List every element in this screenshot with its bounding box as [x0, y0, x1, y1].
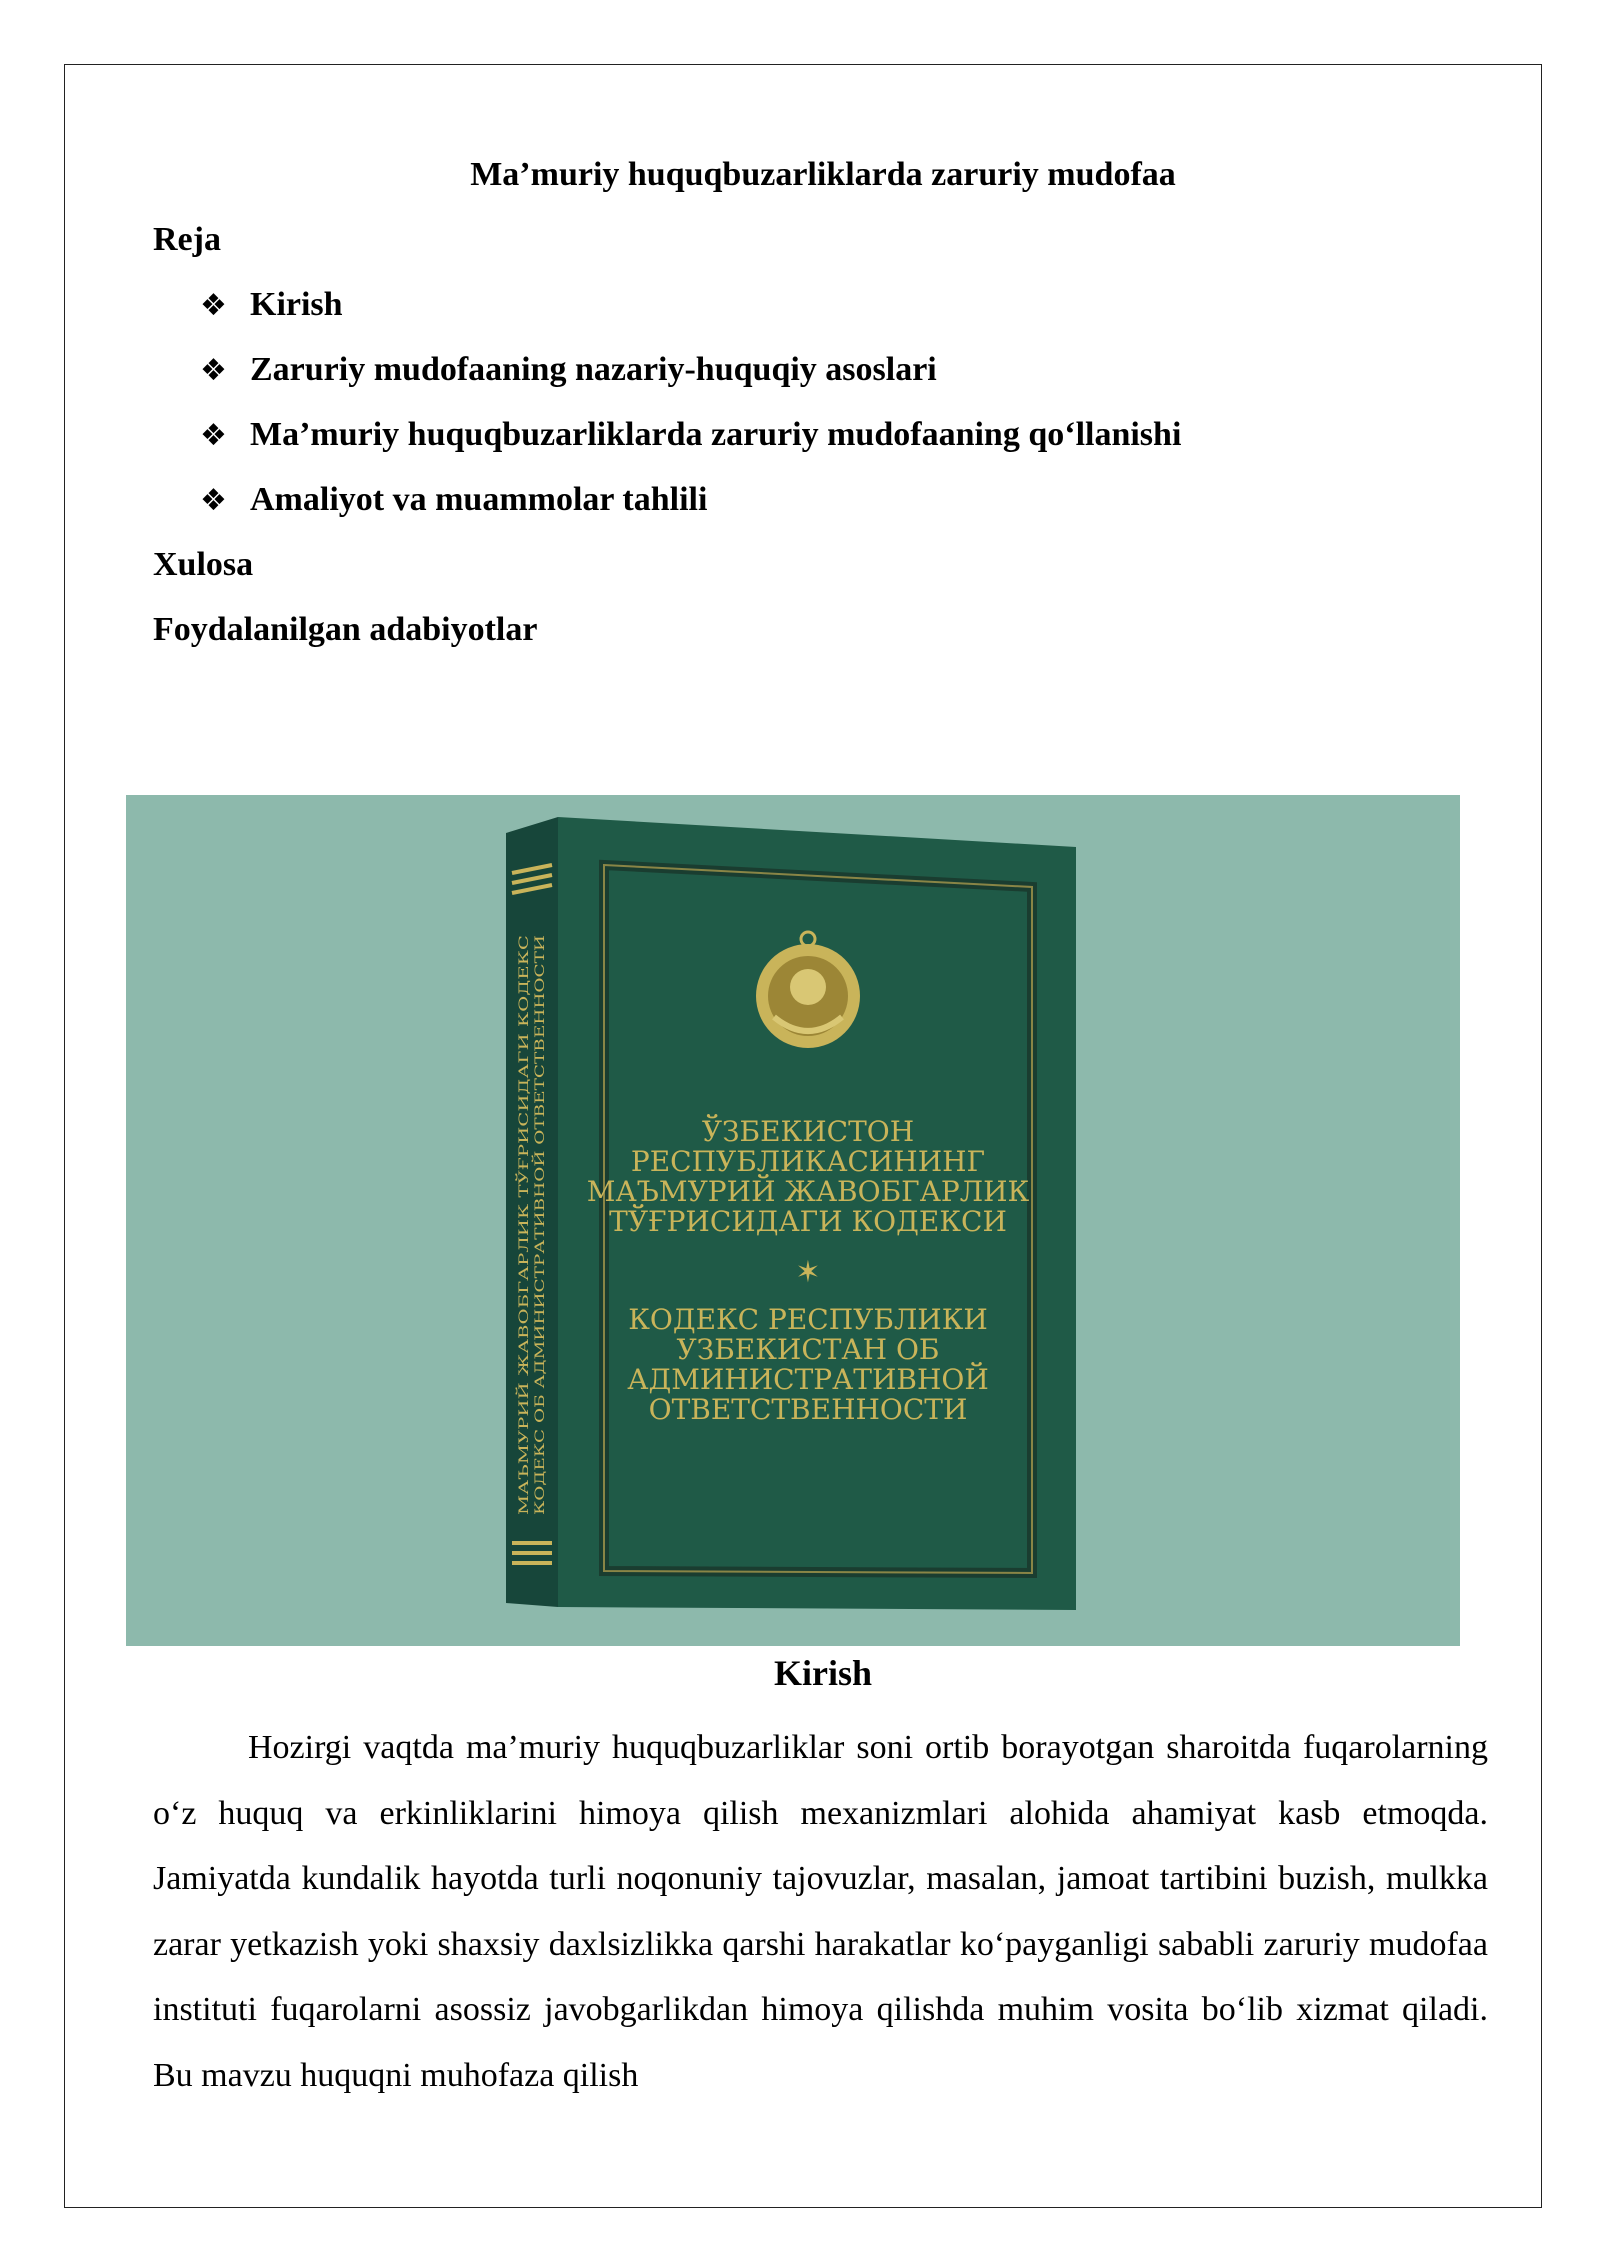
plan-item	[200, 412, 1181, 459]
diamond-bullet-icon: ❖	[200, 418, 227, 453]
cover-title-uz-line: РЕСПУБЛИКАСИНИНГ	[630, 1145, 986, 1178]
cover-title-uz-line: ТЎҒРИСИДАГИ КОДЕКСИ	[609, 1205, 1007, 1238]
plan-item	[200, 347, 937, 394]
document-title: Ma’muriy huquqbuzarliklarda zaruriy mudofaa	[470, 156, 1176, 193]
plan-item-label: Kirish	[250, 286, 343, 323]
spine-title-ru: КОДЕКС ОБ АДМИНИСТРАТИВНОЙ ОТВЕТСТВЕННОСТИ	[533, 1105, 548, 1515]
plan-item	[200, 477, 707, 524]
book-spine	[506, 817, 558, 1607]
plan-item-label: Amaliyot va muammolar tahlili	[250, 481, 708, 518]
cover-title-ru-line: АДМИНИСТРАТИВНОЙ	[627, 1363, 989, 1396]
cover-title-uz-line: ЎЗБЕКИСТОН	[701, 1115, 915, 1148]
plan-item-label: Zaruriy mudofaaning nazariy-huquqiy asoslari	[250, 351, 937, 388]
plan-heading: Reja	[153, 221, 221, 258]
plan-conclusion: Xulosa	[153, 546, 254, 583]
plan-references: Foydalanilgan adabiyotlar	[153, 611, 538, 648]
cover-title-ru-line: ОТВЕТСТВЕННОСТИ	[648, 1393, 968, 1426]
star-ornament-icon: ✶	[795, 1255, 821, 1290]
diamond-bullet-icon: ❖	[200, 353, 227, 388]
spine-title-uz: МАЪМУРИЙ ЖАВОБГАРЛИК ТЎҒРИСИДАГИ КОДЕКС	[517, 1132, 532, 1515]
diamond-bullet-icon: ❖	[200, 483, 227, 518]
plan-item-label: Ma’muriy huquqbuzarliklarda zaruriy mudofaaning qo‘llanishi	[250, 416, 1182, 453]
book-cover-image	[126, 795, 1460, 1646]
cover-title-uz-line: МАЪМУРИЙ ЖАВОБГАРЛИК	[586, 1175, 1030, 1208]
cover-title-ru-line: КОДЕКС РЕСПУБЛИКИ	[628, 1303, 988, 1336]
diamond-bullet-icon: ❖	[200, 288, 227, 323]
section-heading: Kirish	[773, 1653, 872, 1693]
cover-title-ru-line: УЗБЕКИСТАН ОБ	[676, 1333, 940, 1366]
body-paragraph: Hozirgi vaqtda ma’muriy huquqbuzarliklar soni ortib borayotgan sharoitda fuqarolarning o‘z huquq va erkinliklarini himoya qilish mexanizmlari alohida ahamiyat kasb etmoqda. Jamiyatda kundalik hayotda turli noqonuniy tajovuzlar, masalan, jamoat tartibini buzish, mulkka zarar yetkazish yoki shaxsiy daxlsizlikka qarshi harakatlar ko‘payganligi sababli zaruriy mudofaa instituti fuqarolarni asossiz javobgarlikdan himoya qilishda muhim vosita bo‘lib xizmat qiladi. Bu mavzu huquqni muhofaza qilish	[153, 1729, 1488, 2094]
plan-item	[200, 282, 343, 329]
